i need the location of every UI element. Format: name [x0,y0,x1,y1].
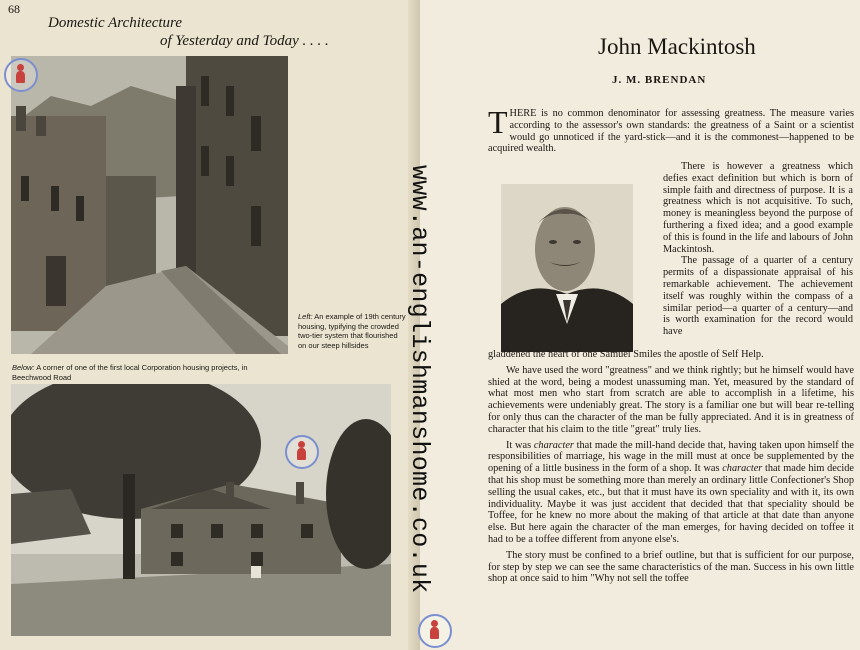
caption-top-label: Left: [298,312,313,321]
article-para-1 [488,104,854,155]
article-para-3-continued: gladdened the heart of one Samuel Smiles the apostle of Self Help. [488,349,764,360]
drop-cap: T [488,104,508,140]
caption-bottom-label: Below: [12,363,35,372]
caption-top-text: An example of 19th century housing, typifying the crowded two-tier system that flourished on our steep hillsides [298,312,406,350]
article-para-5 [488,440,854,546]
article-main-column [488,349,854,585]
portrait-photo [501,184,633,352]
article-para-6: The story must be confined to a brief outline, but that is sufficient for our purpose, for step by step we can see the same characteristics of the man. Success in his own little shop at once said to him "Why not sell the toffee [488,549,854,585]
watermark-logo-icon [285,435,319,469]
para-5-part-a: It was [506,439,534,451]
page-header-line2: of Yesterday and Today . . . . [160,33,329,49]
para-5-emphasis-1: character [533,439,574,451]
para-5-emphasis-2: character [722,463,763,475]
article-para-3: The passage of a quarter of a century permits of a dispassionate appraisal of his remarkable achievement. The achievement itself was roughly within the compass of a similar period—a quarter of a century—and is worth examination for the record would have [663,255,853,338]
terrace-street-photo [11,56,288,354]
caption-top [298,312,406,350]
para-5-part-c: that made him decide that his shop must be something more than merely an ordinary little Confectioner's Shop selling the usual cakes, etc., but that it must have its own speciality and with it, its own individuality. Maybe it was just accident that decided that that speciality should be Toffee, for he knew no more about the making of that article at that date than anyone else. But here again the character of the man emerges, for having decided on toffee it had to be a toffee different from anyone else's. [488,463,854,545]
left-page [0,0,420,650]
watermark-url: www.an-englishmanshome.co.uk [405,165,434,594]
article-para-2: There is however a greatness which defies exact definition but which is born of simple faith and directness of purpose. It is a greatness which is not acquisitive. To such, money is meaningless beyond the purpose of furthering a fixed idea; and a good example of this is found in the life and labours of John Mackintosh. [663,161,853,255]
article-author: J. M. BRENDAN [612,74,707,86]
para-1-text: HERE is no common denominator for assessing greatness. The measure varies according to the assessor's own standards: the greatness of a Saint or a scientist would go unnoticed if the yard-stick—and it is the commonest—happened to be acquired wealth. [488,108,854,155]
caption-bottom [12,363,282,382]
caption-bottom-text: A corner of one of the first local Corporation housing projects, in Beechwood Road [12,363,248,382]
watermark-logo-icon [418,614,452,648]
page-number: 68 [8,2,20,16]
page-header-line1: Domestic Architecture [48,15,182,31]
para-5-part-b: that made the mill-hand decide that, having taken upon himself the responsibilities of marriage, his wage in the mill must at once be supplemented by the opening of a little business in the form of a shop. It was [488,439,855,475]
article-title: John Mackintosh [598,34,756,59]
article-para-4: We have used the word "greatness" and we think rightly; but he himself would have shied at the word, being a modest unassuming man. Yet, measured by the standard of what most men who start from scratch are able to accomplish in a lifetime, his achievements were undeniably great. The story is a familiar one but will bear re-telling for only thus can the character of the man be fully appreciated. And it is in greatness of character that his claim to the title "great" truly lies. [488,364,854,435]
watermark-logo-icon [4,58,38,92]
corporation-housing-photo [11,384,391,636]
article-column-beside-portrait [663,161,853,338]
